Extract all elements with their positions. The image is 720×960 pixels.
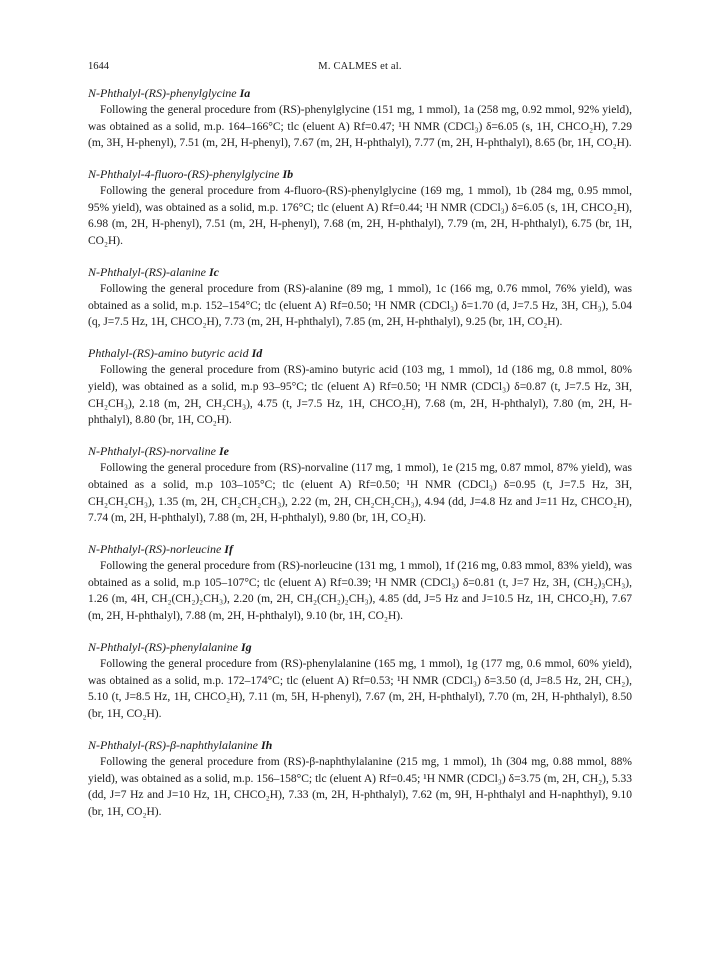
- compound-name: N-Phthalyl-(RS)-β-naphthylalanine: [88, 737, 258, 752]
- compound-entry: [88, 85, 632, 152]
- compound-title: [88, 541, 632, 558]
- compound-name: N-Phthalyl-4-fluoro-(RS)-phenylglycine: [88, 167, 280, 182]
- compound-title: [88, 345, 632, 362]
- experimental-entries: [88, 85, 632, 835]
- compound-id: Ig: [240, 640, 252, 655]
- page-header: [88, 61, 632, 77]
- compound-entry: [88, 639, 632, 722]
- compound-id: If: [224, 542, 233, 557]
- compound-id: Ie: [218, 444, 229, 459]
- page-number: 1644: [88, 61, 109, 72]
- compound-name: Phthalyl-(RS)-amino butyric acid: [88, 346, 249, 361]
- compound-title: [88, 443, 632, 460]
- compound-name: N-Phthalyl-(RS)-phenylglycine: [88, 86, 237, 100]
- compound-id: Ic: [208, 265, 219, 280]
- compound-procedure: Following the general procedure from (RS)-phenylglycine (151 mg, 1 mmol), 1a (258 mg, 0.92 mmol, 92% yield), was obtained as a solid, m.p. 164–166°C; tlc (eluent A) Rf=0.47; ¹H NMR (CDCl₃) δ=6.05 (s, 1H, CHCO₂H), 7.29 (m, 3H, H-phenyl), 7.51 (m, 2H, H-phenyl), 7.67 (m, 2H, H-phthalyl), 7.77 (m, 2H, H-phthalyl), 8.65 (br, 1H, CO₂H).: [88, 104, 632, 150]
- compound-procedure: Following the general procedure from 4-fluoro-(RS)-phenylglycine (169 mg, 1 mmol), 1b (284 mg, 0.95 mmol, 95% yield), was obtained as a solid, m.p. 176°C; tlc (eluent A) Rf=0.44; ¹H NMR (CDCl₃) δ=6.05 (s, 1H, CHCO₂H), 6.98 (m, 2H, H-phenyl), 7.51 (m, 2H, H-phenyl), 7.68 (m, 2H, H-phthalyl), 7.79 (m, 2H, H-phthalyl), 6.75 (br, 1H, CO₂H).: [88, 185, 632, 248]
- compound-entry: [88, 443, 632, 526]
- compound-name: N-Phthalyl-(RS)-phenylalanine: [88, 640, 238, 655]
- compound-title: [88, 737, 632, 754]
- compound-procedure: Following the general procedure from (RS)-norleucine (131 mg, 1 mmol), 1f (216 mg, 0.83 mmol, 83% yield), was obtained as a solid, m.p 105–107°C; tlc (eluent A) Rf=0.39; ¹H NMR (CDCl₃) δ=0.81 (t, J=7 Hz, 3H, (CH₂)₃CH₃), 1.26 (m, 4H, CH₂(CH₂)₂CH₃), 2.20 (m, 2H, CH₂(CH₂)₂CH₃), 4.85 (dd, J=5 Hz and J=10.5 Hz, 1H, CHCO₂H), 7.67 (m, 2H, H-phthalyl), 7.88 (m, 2H, H-phthalyl), 9.10 (br, 1H, CO₂H).: [88, 560, 632, 622]
- compound-id: Id: [251, 346, 263, 361]
- compound-name: N-Phthalyl-(RS)-norleucine: [88, 542, 222, 557]
- compound-title: [88, 264, 632, 281]
- compound-id: Ih: [260, 737, 273, 752]
- compound-id: Ia: [239, 86, 251, 100]
- compound-procedure: Following the general procedure from (RS)-norvaline (117 mg, 1 mmol), 1e (215 mg, 0.87 mmol, 87% yield), was obtained as a solid, m.p 103–105°C; tlc (eluent A) Rf=0.50; ¹H NMR (CDCl₃) δ=0.95 (t, J=7.5 Hz, 3H, CH₂CH₂CH₃), 1.35 (m, 2H, CH₂CH₂CH₃), 2.22 (m, 2H, CH₂CH₂CH₃), 4.94 (dd, J=4.8 Hz and J=11 Hz, CHCO₂H), 7.74 (m, 2H, H-phthalyl), 7.88 (m, 2H, H-phthalyl), 9.80 (br, 1H, CO₂H).: [88, 462, 632, 525]
- compound-title: [88, 639, 632, 656]
- compound-name: N-Phthalyl-(RS)-norvaline: [88, 444, 216, 459]
- compound-id: Ib: [282, 167, 294, 182]
- compound-entry: [88, 541, 632, 624]
- compound-entry: [88, 166, 632, 249]
- compound-title: [88, 85, 632, 102]
- compound-procedure: Following the general procedure from (RS)-amino butyric acid (103 mg, 1 mmol), 1d (186 mg, 0.8 mmol, 80% yield), was obtained as a solid, m.p 93–95°C; tlc (eluent A) Rf=0.50; ¹H NMR (CDCl₃) δ=0.87 (t, J=7.5 Hz, 3H, CH₂CH₃), 2.18 (m, 2H, CH₂CH₃), 4.75 (t, J=7.5 Hz, 1H, CHCO₂H), 7.68 (m, 2H, H-phthalyl), 7.80 (m, 2H, H-phthalyl), 8.80 (br, 1H, CO₂H).: [88, 364, 632, 427]
- compound-procedure: Following the general procedure from (RS)-phenylalanine (165 mg, 1 mmol), 1g (177 mg, 0.6 mmol, 60% yield), was obtained as a solid, m.p. 172–174°C; tlc (eluent A) Rf=0.53; ¹H NMR (CDCl₃) δ=3.50 (d, J=8.5 Hz, 2H, CH₂), 5.10 (t, J=8.5 Hz, 1H, CHCO₂H), 7.11 (m, 5H, H-phenyl), 7.67 (m, 2H, H-phthalyl), 7.70 (m, 2H, H-phthalyl), 8.50 (br, 1H, CO₂H).: [88, 658, 632, 720]
- compound-title: [88, 166, 632, 183]
- compound-procedure: Following the general procedure from (RS)-alanine (89 mg, 1 mmol), 1c (166 mg, 0.76 mmol, 76% yield), was obtained as a solid, m.p. 152–154°C; tlc (eluent A) Rf=0.50; ¹H NMR (CDCl₃) δ=1.70 (d, J=7.5 Hz, 3H, CH₃), 5.04 (q, J=7.5 Hz, 1H, CHCO₂H), 7.73 (m, 2H, H-phthalyl), 7.85 (m, 2H, H-phthalyl), 9.25 (br, 1H, CO₂H).: [88, 283, 632, 329]
- compound-entry: [88, 737, 632, 820]
- compound-name: N-Phthalyl-(RS)-alanine: [88, 265, 206, 280]
- running-head: M. CALMES et al.: [318, 61, 402, 72]
- compound-procedure: Following the general procedure from (RS)-β-naphthylalanine (215 mg, 1 mmol), 1h (304 mg, 0.88 mmol, 88% yield), was obtained as a solid, m.p. 156–158°C; tlc (eluent A) Rf=0.45; ¹H NMR (CDCl₃) δ=3.75 (m, 2H, CH₂), 5.33 (dd, J=7 Hz and J=10 Hz, 1H, CHCO₂H), 7.33 (m, 2H, H-phthalyl), 7.62 (m, 9H, H-phthalyl and H-naphthyl), 9.10 (br, 1H, CO₂H).: [88, 755, 632, 818]
- compound-entry: [88, 264, 632, 331]
- compound-entry: [88, 345, 632, 428]
